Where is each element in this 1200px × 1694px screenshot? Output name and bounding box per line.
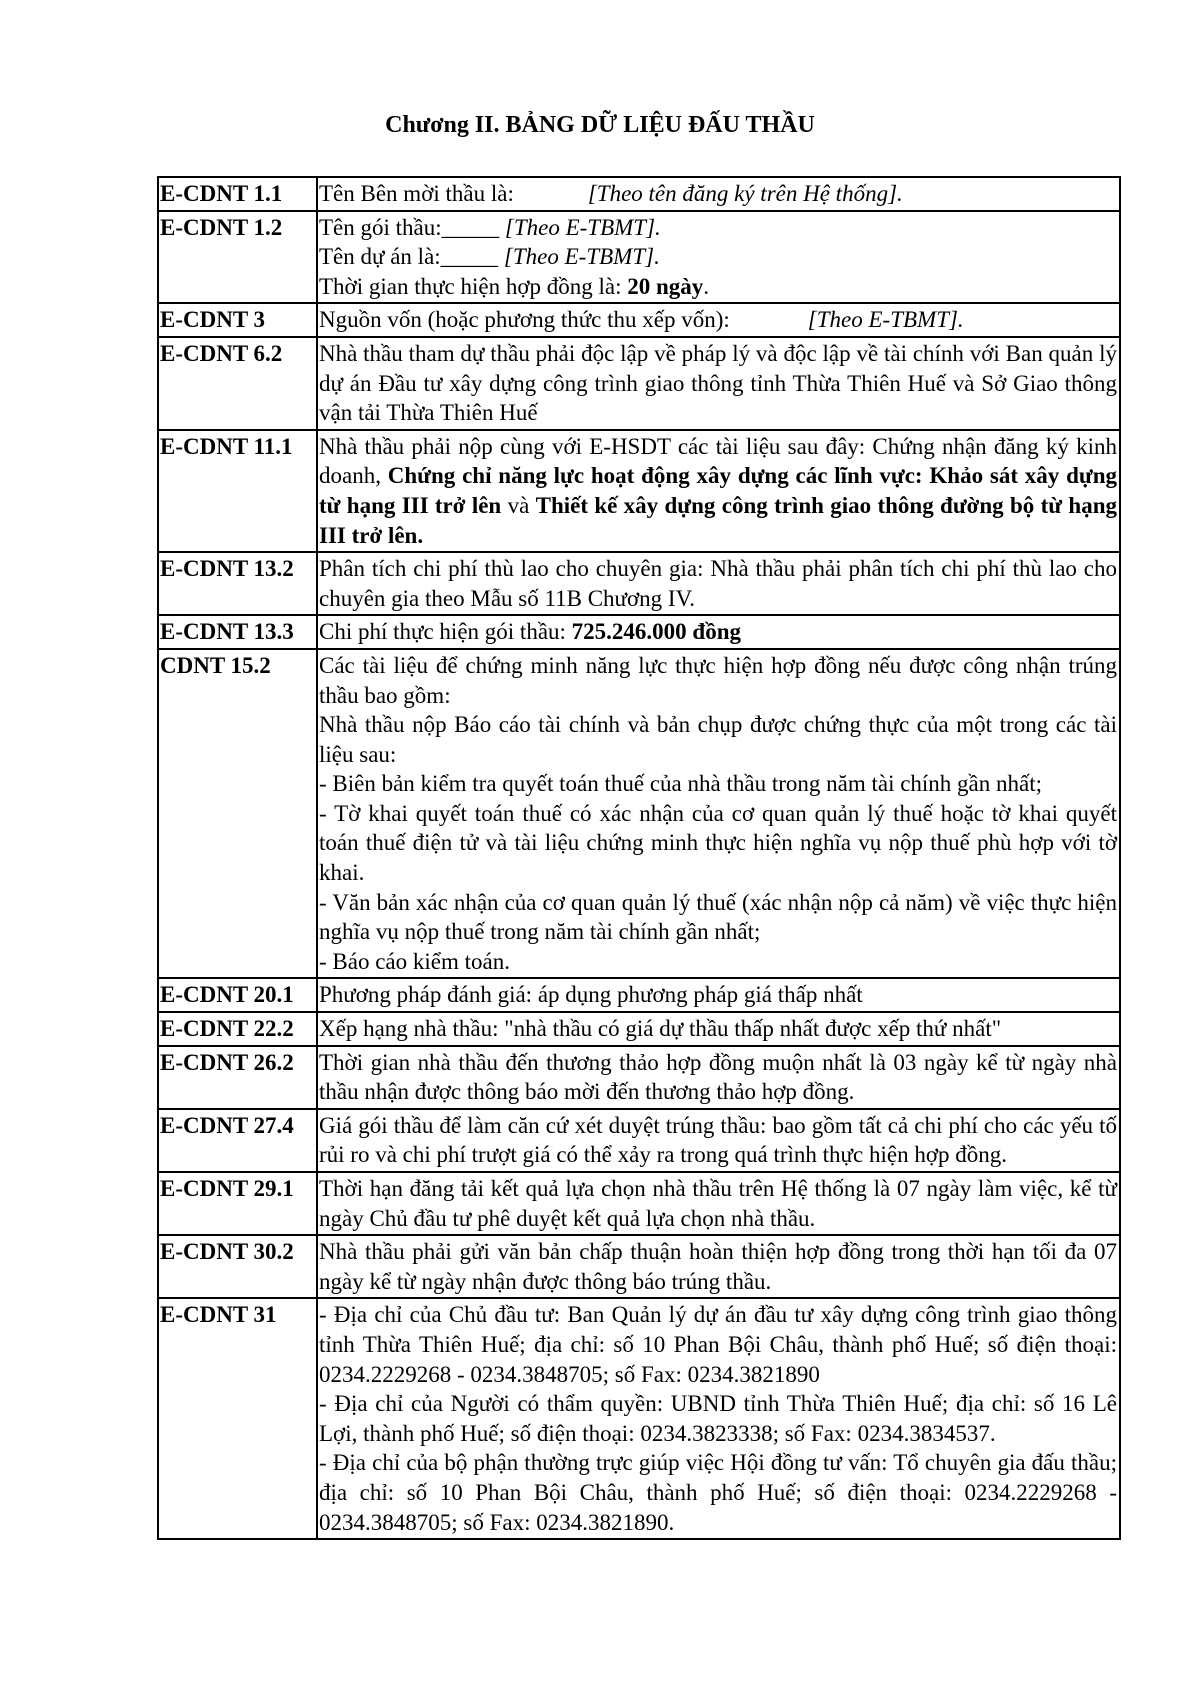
row-code: E-CDNT 31 (158, 1298, 317, 1539)
package-name-label: Tên gói thầu:_____ (319, 214, 500, 240)
project-name-label: Tên dự án là:_____ (319, 244, 499, 270)
table-row (158, 303, 1120, 337)
row-code: CDNT 15.2 (158, 649, 317, 979)
bid-inviter-note: [Theo tên đăng ký trên Hệ thống]. (587, 181, 903, 206)
design-certificate: Thiết kế xây dựng công trình giao thông đường bộ từ hạng III trở lên (319, 492, 1118, 548)
row-content (317, 430, 1120, 552)
paragraph: Nhà thầu nộp Báo cáo tài chính và bản chụp được chứng thực của một trong các tài liệu sau: (319, 712, 1117, 767)
table-row (158, 1046, 1120, 1109)
project-name-note: [Theo E-TBMT]. (503, 244, 660, 270)
table-row (158, 1172, 1120, 1235)
contract-duration-end: . (703, 273, 710, 299)
documents-intro: Nhà thầu phải nộp cùng với E-HSDT các tài liệu sau đây: Chứng nhận đăng ký kinh doanh, (319, 433, 1117, 489)
row-content: Nhà thầu phải gửi văn bản chấp thuận hoàn thiện hợp đồng trong thời hạn tối đa 07 ngày kể từ ngày nhận được thông báo trúng thầu. (317, 1235, 1120, 1298)
row-content (317, 177, 1120, 211)
table-row (158, 337, 1120, 430)
table-row (158, 1012, 1120, 1046)
row-code: E-CDNT 3 (158, 303, 317, 337)
row-code: E-CDNT 22.2 (158, 1012, 317, 1046)
paragraph: - Văn bản xác nhận của cơ quan quản lý thuế (xác nhận nộp cả năm) về việc thực hiện nghĩa vụ nộp thuế trong năm tài chính gần nhất; (319, 889, 1117, 945)
row-content (317, 615, 1120, 649)
table-row (158, 978, 1120, 1012)
table-row (158, 552, 1120, 615)
paragraph: - Tờ khai quyết toán thuế có xác nhận của cơ quan quản lý thuế hoặc tờ khai quyết toán thuế điện tử và tài liệu chứng minh thực hiện nghĩa vụ nộp thuế phù hợp với tờ khai. (319, 800, 1117, 886)
row-code: E-CDNT 11.1 (158, 430, 317, 552)
row-content: Thời gian nhà thầu đến thương thảo hợp đồng muộn nhất là 03 ngày kể từ ngày nhà thầu nhận được thông báo mời đến thương thảo hợp đồng. (317, 1046, 1120, 1109)
row-content: Nhà thầu tham dự thầu phải độc lập về pháp lý và độc lập về tài chính với Ban quản lý dự án Đầu tư xây dựng công trình giao thông tỉnh Thừa Thiên Huế và Sở Giao thông vận tải Thừa Thiên Huế (317, 337, 1120, 430)
row-content: Thời hạn đăng tải kết quả lựa chọn nhà thầu trên Hệ thống là 07 ngày làm việc, kể từ ngày Chủ đầu tư phê duyệt kết quả lựa chọn nhà thầu. (317, 1172, 1120, 1235)
paragraph: - Địa chỉ của bộ phận thường trực giúp việc Hội đồng tư vấn: Tổ chuyên gia đấu thầu; địa chỉ: số 10 Phan Bội Châu, thành phố Huế; số điện thoại: 0234.2229268 - 0234.3848705; số Fax: 0234.3821890. (319, 1450, 1117, 1535)
table-row (158, 1235, 1120, 1298)
page-title: Chương II. BẢNG DỮ LIỆU ĐẤU THẦU (385, 112, 815, 138)
row-code: E-CDNT 1.1 (158, 177, 317, 211)
table-row (158, 1109, 1120, 1172)
table-row (158, 430, 1120, 552)
paragraph: - Địa chỉ của Người có thẩm quyền: UBND tỉnh Thừa Thiên Huế; địa chỉ: số 16 Lê Lợi, thành phố Huế; số điện thoại: 0234.3823338; số Fax: 0234.3834537. (319, 1391, 1117, 1446)
table-row (158, 211, 1120, 304)
row-content (317, 303, 1120, 337)
survey-certificate: Chứng chỉ năng lực hoạt động xây dựng các lĩnh vực: Khảo sát xây dựng từ hạng III trở lên (319, 463, 1117, 518)
bid-inviter-label: Tên Bên mời thầu là: (319, 181, 514, 206)
row-content (317, 649, 1120, 979)
row-content: Phương pháp đánh giá: áp dụng phương pháp giá thấp nhất (317, 978, 1120, 1012)
table-row (158, 1298, 1120, 1539)
row-content: Xếp hạng nhà thầu: "nhà thầu có giá dự thầu thấp nhất được xếp thứ nhất" (317, 1012, 1120, 1046)
documents-end: . (417, 522, 424, 548)
capital-source-label: Nguồn vốn (hoặc phương thức thu xếp vốn): (319, 307, 730, 333)
package-cost-label: Chi phí thực hiện gói thầu: (319, 619, 572, 645)
row-code: E-CDNT 30.2 (158, 1235, 317, 1298)
paragraph: Các tài liệu để chứng minh năng lực thực hiện hợp đồng nếu được công nhận trúng thầu bao gồm: (319, 652, 1117, 708)
row-code: E-CDNT 27.4 (158, 1109, 317, 1172)
paragraph: - Báo cáo kiểm toán. (319, 948, 510, 974)
contract-duration-value: 20 ngày (627, 273, 704, 299)
capital-source-note: [Theo E-TBMT]. (807, 307, 964, 333)
table-row (158, 649, 1120, 979)
row-code: E-CDNT 6.2 (158, 337, 317, 430)
row-content (317, 211, 1120, 304)
table-row (158, 615, 1120, 649)
row-code: E-CDNT 26.2 (158, 1046, 317, 1109)
row-code: E-CDNT 29.1 (158, 1172, 317, 1235)
package-name-note: [Theo E-TBMT]. (504, 214, 661, 240)
row-code: E-CDNT 20.1 (158, 978, 317, 1012)
documents-and: và (501, 492, 536, 518)
row-code: E-CDNT 13.3 (158, 615, 317, 649)
bid-data-table (157, 176, 1121, 1540)
row-code: E-CDNT 13.2 (158, 552, 317, 615)
row-content: Giá gói thầu để làm căn cứ xét duyệt trúng thầu: bao gồm tất cả chi phí cho các yếu tố rủi ro và chi phí trượt giá có thể xảy ra trong quá trình thực hiện hợp đồng. (317, 1109, 1120, 1172)
paragraph: - Địa chỉ của Chủ đầu tư: Ban Quản lý dự án đầu tư xây dựng công trình giao thông tỉnh Thừa Thiên Huế; địa chỉ: số 10 Phan Bội Châu, thành phố Huế; số điện thoại: 0234.2229268 - 0234.3848705; số Fax: 0234.3821890 (319, 1302, 1117, 1387)
row-code: E-CDNT 1.2 (158, 211, 317, 304)
row-content (317, 1298, 1120, 1539)
row-content: Phân tích chi phí thù lao cho chuyên gia: Nhà thầu phải phân tích chi phí thù lao cho chuyên gia theo Mẫu số 11B Chương IV. (317, 552, 1120, 615)
contract-duration-label: Thời gian thực hiện hợp đồng là: (319, 273, 628, 299)
table-row (158, 177, 1120, 211)
package-cost-value: 725.246.000 đồng (571, 619, 742, 645)
paragraph: - Biên bản kiểm tra quyết toán thuế của nhà thầu trong năm tài chính gần nhất; (319, 771, 1043, 797)
